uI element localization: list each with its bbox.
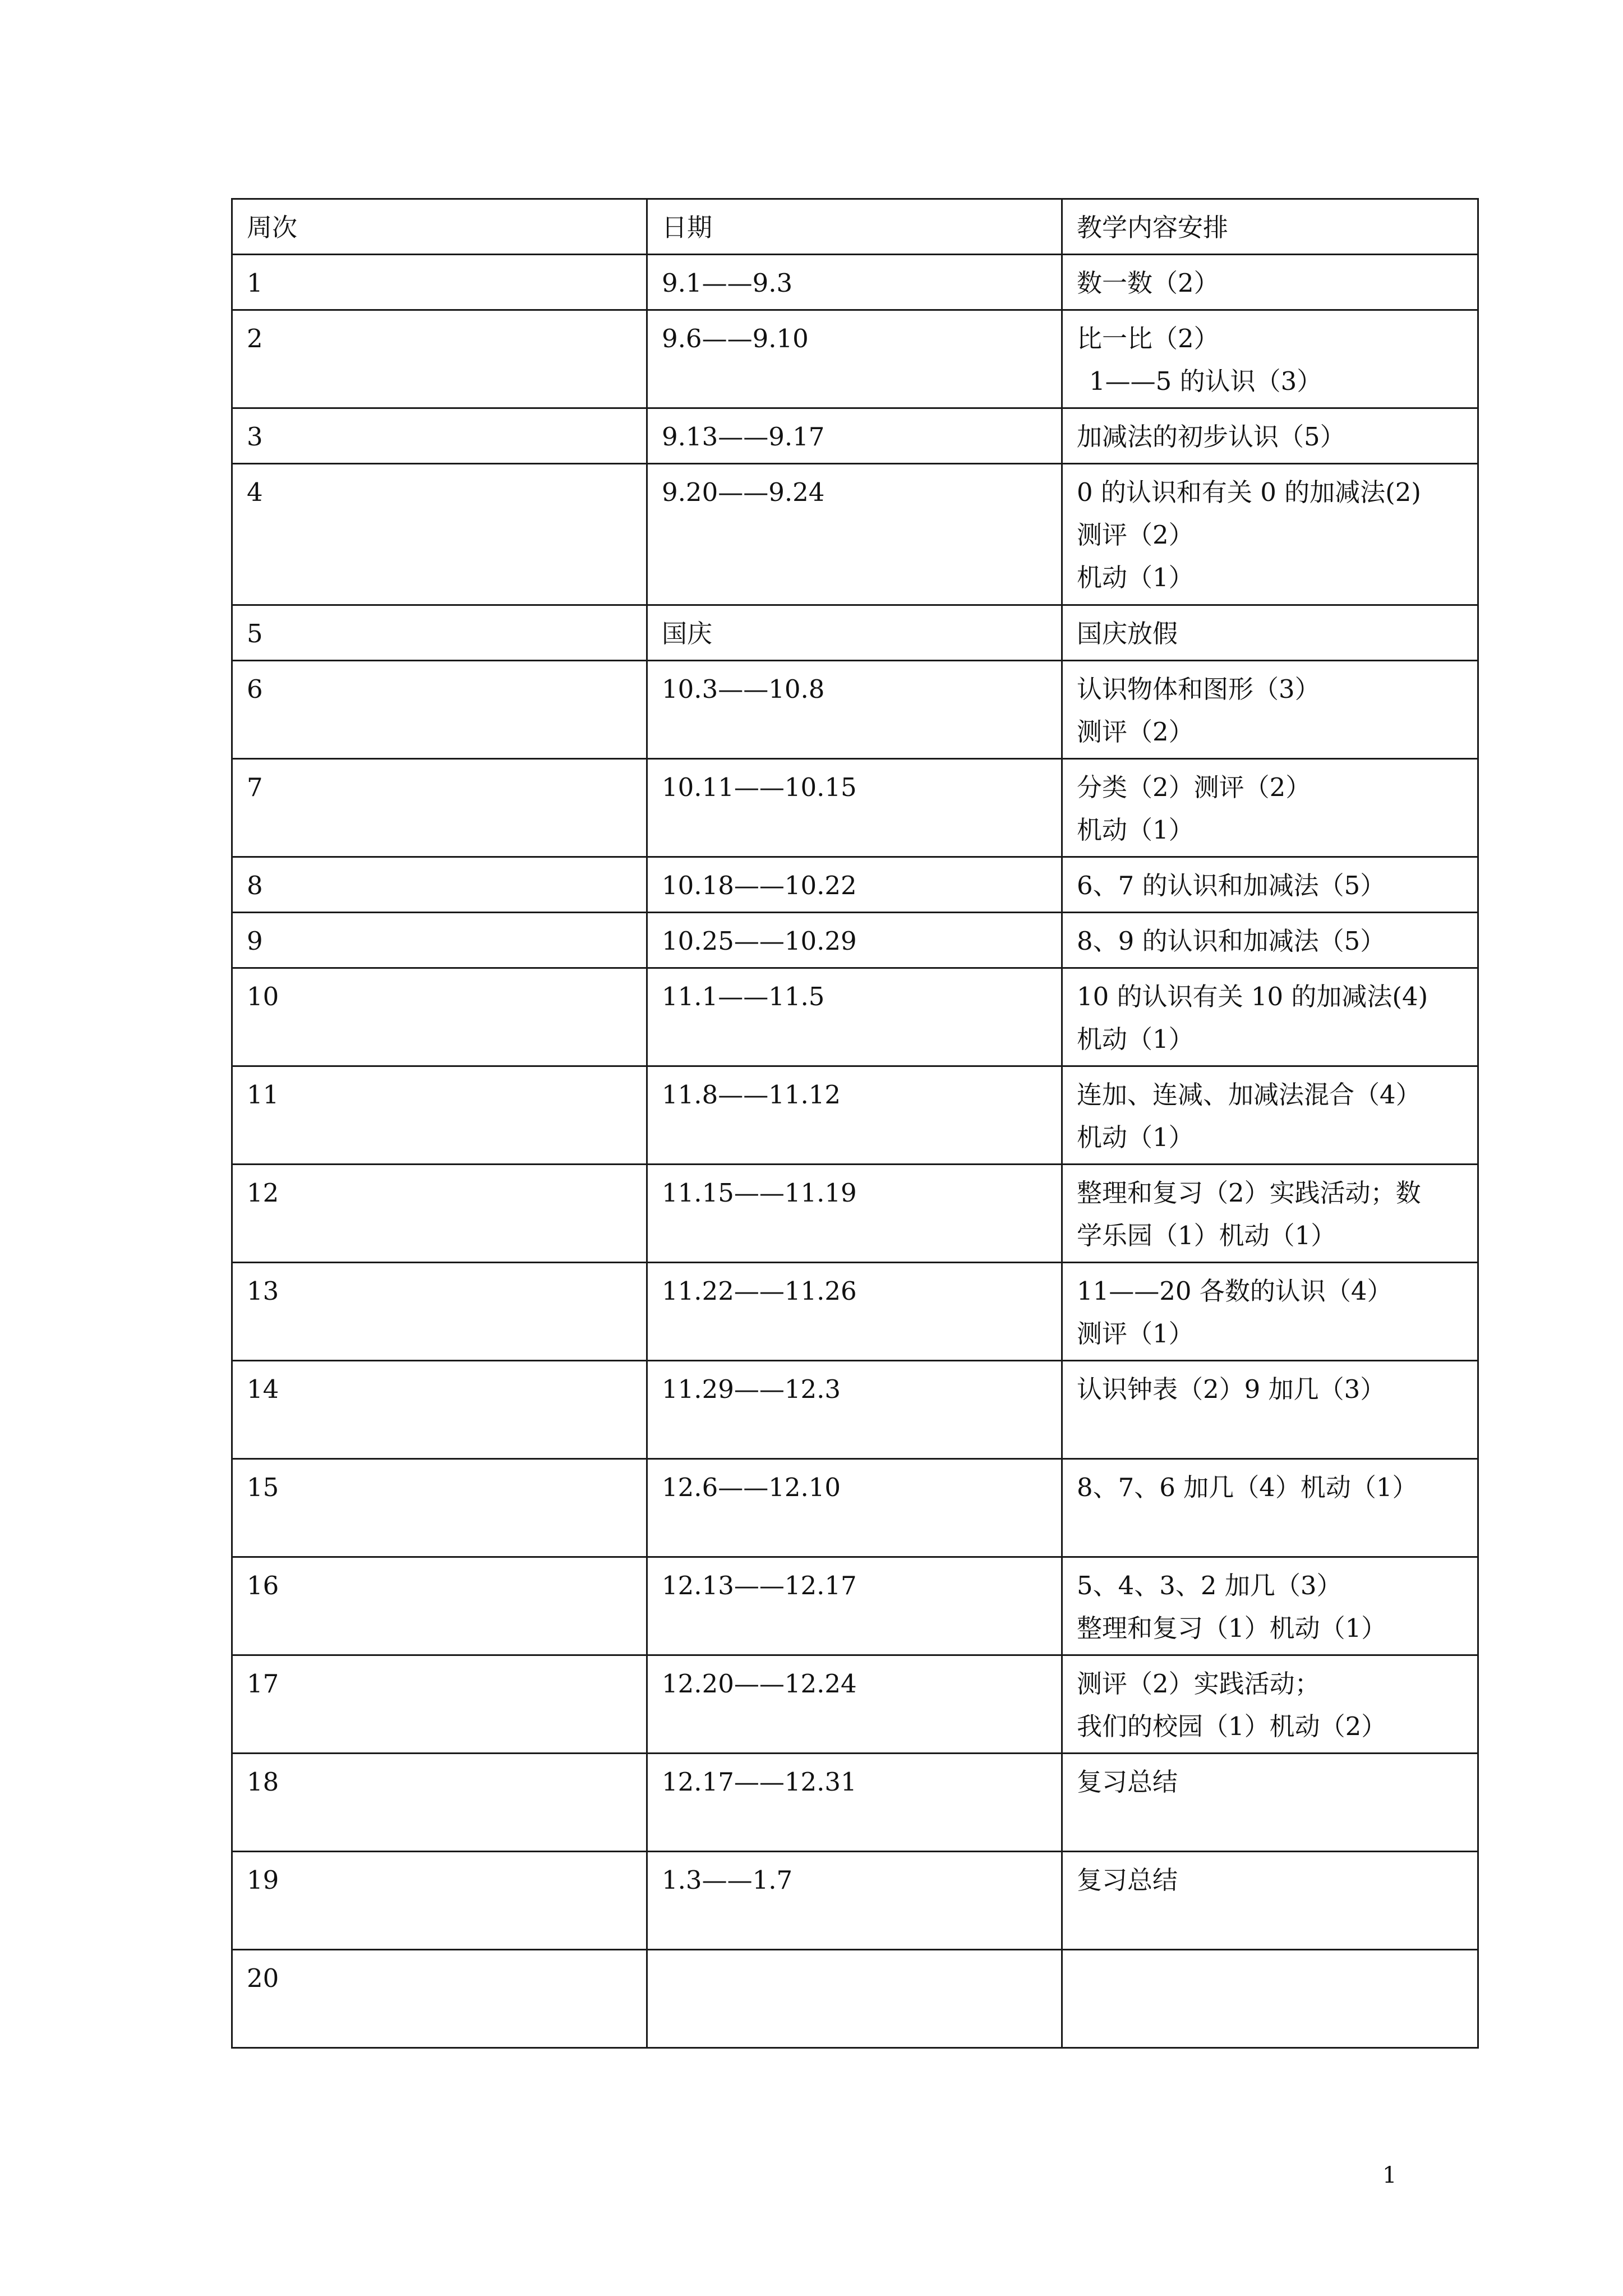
cell-week: 11 (232, 1066, 647, 1165)
cell-content (1062, 464, 1478, 605)
cell-content (1062, 1655, 1478, 1754)
content-line (1077, 1902, 1469, 1944)
cell-week: 18 (232, 1754, 647, 1852)
content-line: 分类（2）测评（2） (1077, 772, 1311, 802)
cell-date (647, 1950, 1062, 2048)
table-header-row (232, 199, 1478, 255)
content-line: 认识物体和图形（3） (1077, 674, 1320, 704)
cell-content (1062, 605, 1478, 661)
content-line: 0 的认识和有关 0 的加减法(2) (1077, 477, 1421, 507)
cell-week: 12 (232, 1165, 647, 1263)
cell-content (1062, 1263, 1478, 1361)
table-row (232, 464, 1478, 605)
table-row (232, 1950, 1478, 2048)
cell-content (1062, 1165, 1478, 1263)
cell-week: 3 (232, 408, 647, 464)
content-line: 整理和复习（1）机动（1） (1077, 1613, 1387, 1643)
table-row (232, 759, 1478, 857)
content-line: 比一比（2） (1077, 324, 1219, 353)
content-line: 11——20 各数的认识（4） (1077, 1276, 1393, 1306)
content-line: 测评（2） (1077, 717, 1194, 747)
cell-date: 10.25——10.29 (647, 913, 1062, 968)
cell-content (1062, 1361, 1478, 1459)
content-line: 5、4、3、2 加几（3） (1077, 1571, 1342, 1600)
header-week: 周次 (232, 199, 647, 255)
cell-date: 12.20——12.24 (647, 1655, 1062, 1754)
cell-week: 19 (232, 1852, 647, 1950)
cell-date: 9.1——9.3 (647, 255, 1062, 310)
cell-date: 10.11——10.15 (647, 759, 1062, 857)
cell-week: 5 (232, 605, 647, 661)
table-row (232, 968, 1478, 1066)
content-line: 8、9 的认识和加减法（5） (1077, 926, 1386, 956)
cell-week: 1 (232, 255, 647, 310)
content-line: 机动（1） (1077, 563, 1194, 592)
cell-date: 12.6——12.10 (647, 1459, 1062, 1557)
cell-week: 6 (232, 661, 647, 759)
table-row (232, 1557, 1478, 1655)
table-row (232, 1263, 1478, 1361)
cell-date: 11.29——12.3 (647, 1361, 1062, 1459)
content-line: 数一数（2） (1077, 268, 1219, 298)
cell-date: 10.3——10.8 (647, 661, 1062, 759)
schedule-table-body (232, 199, 1478, 2048)
table-row (232, 1165, 1478, 1263)
cell-week: 10 (232, 968, 647, 1066)
cell-content (1062, 759, 1478, 857)
content-line (1077, 1411, 1469, 1453)
content-line: 整理和复习（2）实践活动；数 (1077, 1178, 1421, 1208)
table-row (232, 310, 1478, 408)
cell-week: 4 (232, 464, 647, 605)
table-row (232, 1754, 1478, 1852)
teaching-schedule-table (231, 198, 1479, 2049)
content-line: 测评（2） (1077, 520, 1194, 550)
cell-content (1062, 310, 1478, 408)
cell-week: 15 (232, 1459, 647, 1557)
content-line: 机动（1） (1077, 1024, 1194, 1054)
content-line: 学乐园（1）机动（1） (1077, 1221, 1336, 1250)
cell-content (1062, 1950, 1478, 2048)
cell-content (1062, 857, 1478, 913)
cell-content (1062, 1459, 1478, 1557)
cell-week: 9 (232, 913, 647, 968)
content-line (1077, 2000, 1469, 2042)
table-row (232, 661, 1478, 759)
cell-week: 17 (232, 1655, 647, 1754)
cell-week: 2 (232, 310, 647, 408)
content-line (1077, 1509, 1469, 1552)
content-line: 认识钟表（2）9 加几（3） (1077, 1374, 1386, 1404)
table-row (232, 1361, 1478, 1459)
cell-week: 14 (232, 1361, 647, 1459)
content-line: 机动（1） (1077, 815, 1194, 845)
content-line: 复习总结 (1077, 1767, 1178, 1797)
content-line (1077, 1957, 1469, 2000)
content-line: 加减法的初步认识（5） (1077, 422, 1345, 452)
table-row (232, 408, 1478, 464)
cell-date: 11.22——11.26 (647, 1263, 1062, 1361)
table-row (232, 1655, 1478, 1754)
content-line: 10 的认识有关 10 的加减法(4) (1077, 982, 1428, 1011)
cell-date: 10.18——10.22 (647, 857, 1062, 913)
page-number: 1 (1382, 2162, 1397, 2188)
cell-content (1062, 1557, 1478, 1655)
content-line: 连加、连减、加减法混合（4） (1077, 1080, 1421, 1110)
table-row (232, 1852, 1478, 1950)
header-content: 教学内容安排 (1062, 199, 1478, 255)
cell-week: 20 (232, 1950, 647, 2048)
content-line: 复习总结 (1077, 1865, 1178, 1895)
cell-date: 9.13——9.17 (647, 408, 1062, 464)
content-line: 测评（2）实践活动； (1077, 1669, 1320, 1699)
content-line: 8、7、6 加几（4）机动（1） (1077, 1473, 1418, 1502)
cell-week: 13 (232, 1263, 647, 1361)
cell-date: 11.8——11.12 (647, 1066, 1062, 1165)
table-row (232, 857, 1478, 913)
cell-date: 11.1——11.5 (647, 968, 1062, 1066)
table-row (232, 255, 1478, 310)
cell-date: 国庆 (647, 605, 1062, 661)
cell-content (1062, 1066, 1478, 1165)
cell-week: 7 (232, 759, 647, 857)
cell-date: 12.13——12.17 (647, 1557, 1062, 1655)
cell-content (1062, 408, 1478, 464)
content-line: 6、7 的认识和加减法（5） (1077, 871, 1386, 900)
cell-content (1062, 661, 1478, 759)
content-line: 我们的校园（1）机动（2） (1077, 1711, 1387, 1741)
content-line (1077, 1803, 1469, 1846)
cell-week: 16 (232, 1557, 647, 1655)
content-line: 1——5 的认识（3） (1089, 366, 1322, 396)
content-line: 测评（1） (1077, 1319, 1194, 1349)
cell-date: 11.15——11.19 (647, 1165, 1062, 1263)
cell-week: 8 (232, 857, 647, 913)
cell-content (1062, 1852, 1478, 1950)
cell-content (1062, 255, 1478, 310)
cell-date: 1.3——1.7 (647, 1852, 1062, 1950)
cell-content (1062, 913, 1478, 968)
cell-content (1062, 968, 1478, 1066)
table-row (232, 605, 1478, 661)
cell-date: 12.17——12.31 (647, 1754, 1062, 1852)
cell-date: 9.20——9.24 (647, 464, 1062, 605)
cell-date: 9.6——9.10 (647, 310, 1062, 408)
table-row (232, 1459, 1478, 1557)
table-row (232, 913, 1478, 968)
table-row (232, 1066, 1478, 1165)
header-date: 日期 (647, 199, 1062, 255)
content-line: 机动（1） (1077, 1122, 1194, 1152)
content-line: 国庆放假 (1077, 619, 1178, 648)
cell-content (1062, 1754, 1478, 1852)
